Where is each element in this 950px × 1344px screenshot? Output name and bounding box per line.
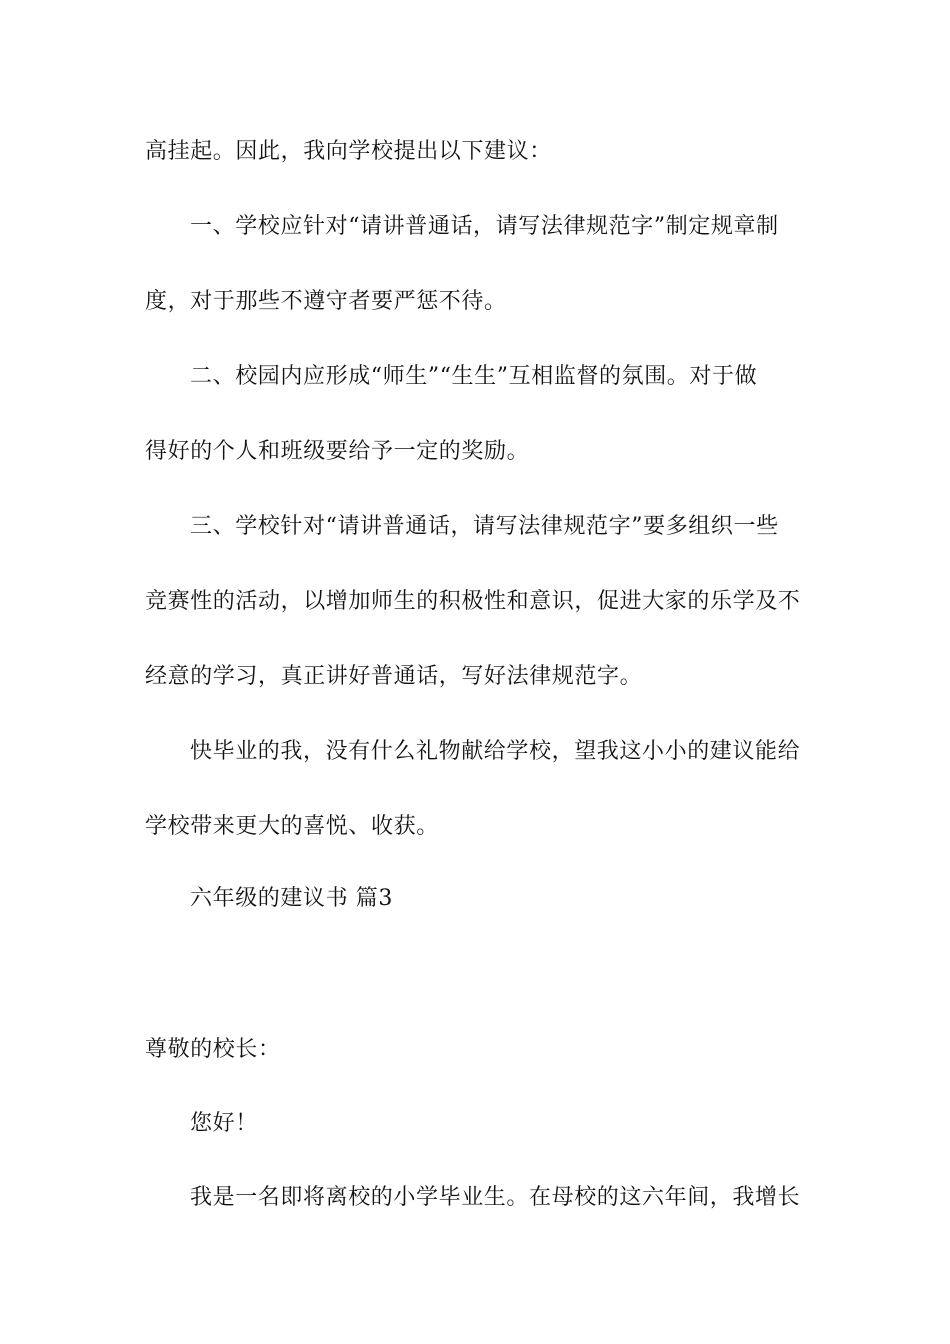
paragraph-line-3: 度，对于那些不遵守者要严惩不待。: [145, 289, 507, 314]
salutation: 尊敬的校长：: [145, 1037, 281, 1062]
paragraph-line-10: 学校带来更大的喜悦、收获。: [145, 814, 439, 839]
paragraph-line-2: 一、学校应针对“请讲普通话，请写法律规范字”制定规章制: [190, 214, 779, 239]
paragraph-line-6: 三、学校针对“请讲普通话，请写法律规范字”要多组织一些: [190, 514, 779, 539]
greeting: 您好！: [190, 1111, 258, 1136]
paragraph-line-14: 我是一名即将离校的小学毕业生。在母校的这六年间，我增长: [190, 1185, 801, 1210]
paragraph-line-9: 快毕业的我，没有什么礼物献给学校，望我这小小的建议能给: [190, 739, 801, 764]
paragraph-line-5: 得好的个人和班级要给予一定的奖励。: [145, 439, 530, 464]
paragraph-line-7: 竞赛性的活动，以增加师生的积极性和意识，促进大家的乐学及不: [145, 589, 801, 614]
paragraph-line-4: 二、校园内应形成“师生”“生生”互相监督的氛围。对于做: [190, 364, 758, 389]
paragraph-line-1: 高挂起。因此，我向学校提出以下建议：: [145, 139, 552, 164]
section-heading: 六年级的建议书 篇3: [190, 886, 393, 911]
paragraph-line-8: 经意的学习，真正讲好普通话，写好法律规范字。: [145, 664, 643, 689]
